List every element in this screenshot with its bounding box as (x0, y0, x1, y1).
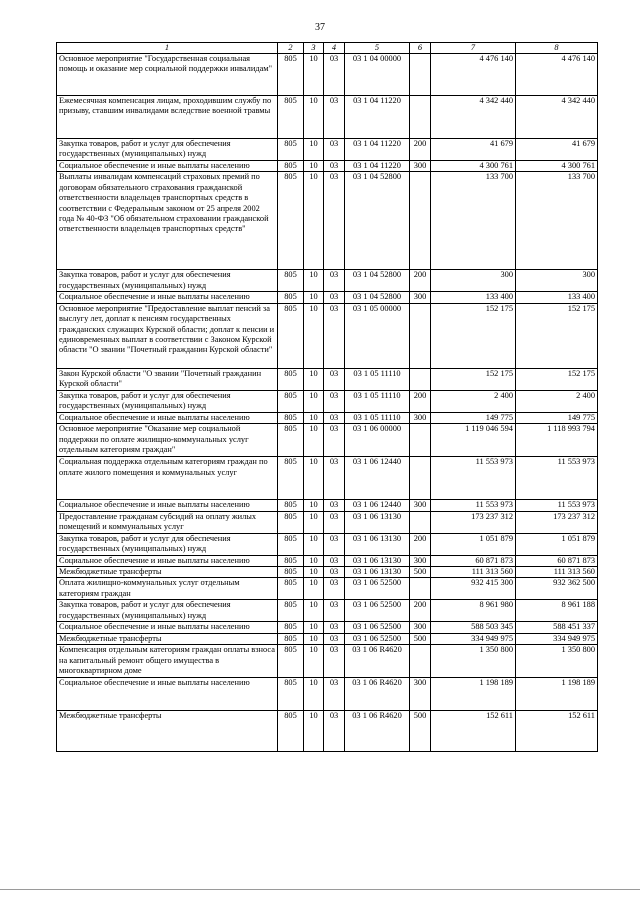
cell-c4: 03 (324, 161, 345, 172)
table-row (57, 270, 598, 292)
cell-c7: 60 871 873 (431, 555, 516, 566)
cell-c3: 10 (304, 600, 324, 622)
cell-c2: 805 (278, 533, 304, 555)
cell-c7: 1 051 879 (431, 533, 516, 555)
cell-c3: 10 (304, 567, 324, 578)
cell-c7: 1 350 800 (431, 645, 516, 678)
cell-c3: 10 (304, 555, 324, 566)
row-label: Предоставление гражданам субсидий на оплату жилых помещений и коммунальных услуг (57, 511, 278, 533)
cell-c5: 03 1 06 52500 (345, 633, 410, 644)
cell-c3: 10 (304, 457, 324, 500)
cell-c6: 500 (410, 711, 431, 752)
cell-c3: 10 (304, 633, 324, 644)
cell-c5: 03 1 06 13130 (345, 511, 410, 533)
cell-c5: 03 1 05 00000 (345, 303, 410, 368)
row-label: Оплата жилищно-коммунальных услуг отдельным категориям граждан (57, 578, 278, 600)
cell-c7: 4 476 140 (431, 54, 516, 96)
page-number: 37 (315, 22, 325, 33)
cell-c5: 03 1 04 52800 (345, 292, 410, 303)
cell-c8: 8 961 188 (516, 600, 598, 622)
row-label: Социальное обеспечение и иные выплаты населению (57, 412, 278, 423)
cell-c8: 41 679 (516, 139, 598, 161)
cell-c7: 11 553 973 (431, 457, 516, 500)
cell-c3: 10 (304, 622, 324, 633)
cell-c5: 03 1 06 R4620 (345, 711, 410, 752)
row-label: Ежемесячная компенсация лицам, проходившим службу по призыву, ставшим инвалидами вследствие военной травмы (57, 96, 278, 139)
cell-c3: 10 (304, 303, 324, 368)
cell-c8: 11 553 973 (516, 500, 598, 511)
cell-c5: 03 1 05 11110 (345, 412, 410, 423)
cell-c5: 03 1 06 13130 (345, 567, 410, 578)
cell-c7: 152 175 (431, 303, 516, 368)
cell-c2: 805 (278, 555, 304, 566)
cell-c3: 10 (304, 139, 324, 161)
cell-c4: 03 (324, 633, 345, 644)
cell-c5: 03 1 06 R4620 (345, 678, 410, 711)
col-header: 8 (516, 43, 598, 54)
cell-c8: 111 313 560 (516, 567, 598, 578)
cell-c5: 03 1 05 11110 (345, 368, 410, 390)
row-label: Закупка товаров, работ и услуг для обеспечения государственных (муниципальных) нужд (57, 533, 278, 555)
row-label: Межбюджетные трансферты (57, 633, 278, 644)
col-header: 1 (57, 43, 278, 54)
cell-c5: 03 1 04 52800 (345, 270, 410, 292)
cell-c4: 03 (324, 412, 345, 423)
cell-c8: 60 871 873 (516, 555, 598, 566)
cell-c4: 03 (324, 390, 345, 412)
table-row (57, 54, 598, 96)
cell-c7: 152 611 (431, 711, 516, 752)
cell-c7: 1 198 189 (431, 678, 516, 711)
cell-c7: 11 553 973 (431, 500, 516, 511)
cell-c7: 8 961 980 (431, 600, 516, 622)
cell-c2: 805 (278, 368, 304, 390)
cell-c6 (410, 54, 431, 96)
row-label: Социальное обеспечение и иные выплаты населению (57, 161, 278, 172)
cell-c4: 03 (324, 645, 345, 678)
cell-c8: 1 350 800 (516, 645, 598, 678)
row-label: Закупка товаров, работ и услуг для обеспечения государственных (муниципальных) нужд (57, 390, 278, 412)
table-row (57, 622, 598, 633)
cell-c8: 334 949 975 (516, 633, 598, 644)
table-row (57, 96, 598, 139)
budget-table (56, 42, 598, 752)
cell-c2: 805 (278, 292, 304, 303)
cell-c3: 10 (304, 578, 324, 600)
cell-c6: 200 (410, 533, 431, 555)
cell-c4: 03 (324, 457, 345, 500)
cell-c5: 03 1 06 52500 (345, 578, 410, 600)
cell-c5: 03 1 04 11220 (345, 96, 410, 139)
table-row (57, 511, 598, 533)
cell-c5: 03 1 06 13130 (345, 555, 410, 566)
cell-c5: 03 1 04 52800 (345, 172, 410, 270)
col-header: 2 (278, 43, 304, 54)
cell-c4: 03 (324, 600, 345, 622)
cell-c2: 805 (278, 645, 304, 678)
cell-c8: 1 051 879 (516, 533, 598, 555)
cell-c8: 1 198 189 (516, 678, 598, 711)
cell-c7: 4 300 761 (431, 161, 516, 172)
table-row (57, 424, 598, 457)
cell-c8: 152 611 (516, 711, 598, 752)
cell-c5: 03 1 06 52500 (345, 622, 410, 633)
cell-c3: 10 (304, 368, 324, 390)
cell-c6: 300 (410, 161, 431, 172)
cell-c2: 805 (278, 511, 304, 533)
cell-c8: 149 775 (516, 412, 598, 423)
cell-c8: 2 400 (516, 390, 598, 412)
cell-c3: 10 (304, 412, 324, 423)
cell-c8: 133 400 (516, 292, 598, 303)
cell-c4: 03 (324, 622, 345, 633)
cell-c8: 300 (516, 270, 598, 292)
cell-c8: 4 476 140 (516, 54, 598, 96)
cell-c7: 152 175 (431, 368, 516, 390)
cell-c4: 03 (324, 555, 345, 566)
row-label: Социальное обеспечение и иные выплаты населению (57, 292, 278, 303)
cell-c2: 805 (278, 96, 304, 139)
cell-c7: 149 775 (431, 412, 516, 423)
cell-c2: 805 (278, 424, 304, 457)
cell-c8: 152 175 (516, 368, 598, 390)
cell-c5: 03 1 05 11110 (345, 390, 410, 412)
cell-c5: 03 1 06 12440 (345, 500, 410, 511)
cell-c4: 03 (324, 96, 345, 139)
col-header: 3 (304, 43, 324, 54)
page-bottom-rule (0, 889, 640, 890)
cell-c3: 10 (304, 678, 324, 711)
row-label: Социальная поддержка отдельным категориям граждан по оплате жилого помещения и коммунальных услуг (57, 457, 278, 500)
cell-c5: 03 1 04 11220 (345, 161, 410, 172)
table-row (57, 567, 598, 578)
cell-c4: 03 (324, 139, 345, 161)
row-label: Социальное обеспечение и иные выплаты населению (57, 500, 278, 511)
cell-c7: 2 400 (431, 390, 516, 412)
cell-c2: 805 (278, 390, 304, 412)
cell-c6 (410, 424, 431, 457)
cell-c6: 500 (410, 633, 431, 644)
cell-c6 (410, 457, 431, 500)
cell-c2: 805 (278, 633, 304, 644)
cell-c3: 10 (304, 270, 324, 292)
row-label: Основное мероприятие "Оказание мер социальной поддержки по оплате жилищно-коммунальных услуг отдельным категориям граждан" (57, 424, 278, 457)
cell-c3: 10 (304, 96, 324, 139)
cell-c4: 03 (324, 567, 345, 578)
table-row (57, 390, 598, 412)
cell-c6: 300 (410, 678, 431, 711)
cell-c2: 805 (278, 139, 304, 161)
row-label: Социальное обеспечение и иные выплаты населению (57, 555, 278, 566)
table-row (57, 161, 598, 172)
row-label: Закупка товаров, работ и услуг для обеспечения государственных (муниципальных) нужд (57, 270, 278, 292)
cell-c5: 03 1 06 00000 (345, 424, 410, 457)
row-label: Закон Курской области "О звании "Почетный гражданин Курской области" (57, 368, 278, 390)
cell-c4: 03 (324, 172, 345, 270)
cell-c7: 173 237 312 (431, 511, 516, 533)
table-row (57, 303, 598, 368)
cell-c6 (410, 172, 431, 270)
cell-c2: 805 (278, 270, 304, 292)
col-header: 5 (345, 43, 410, 54)
cell-c7: 4 342 440 (431, 96, 516, 139)
table-row (57, 412, 598, 423)
cell-c2: 805 (278, 303, 304, 368)
table-row (57, 711, 598, 752)
table-row (57, 645, 598, 678)
cell-c6: 200 (410, 139, 431, 161)
table-row (57, 533, 598, 555)
cell-c4: 03 (324, 678, 345, 711)
table-row (57, 600, 598, 622)
cell-c4: 03 (324, 270, 345, 292)
cell-c2: 805 (278, 578, 304, 600)
cell-c6: 200 (410, 390, 431, 412)
row-label: Закупка товаров, работ и услуг для обеспечения государственных (муниципальных) нужд (57, 600, 278, 622)
header-row (57, 43, 598, 54)
table-row (57, 633, 598, 644)
cell-c2: 805 (278, 711, 304, 752)
cell-c6 (410, 511, 431, 533)
table-row (57, 555, 598, 566)
cell-c7: 588 503 345 (431, 622, 516, 633)
cell-c2: 805 (278, 457, 304, 500)
cell-c4: 03 (324, 54, 345, 96)
table-row (57, 292, 598, 303)
cell-c8: 1 118 993 794 (516, 424, 598, 457)
cell-c2: 805 (278, 678, 304, 711)
cell-c3: 10 (304, 172, 324, 270)
col-header: 7 (431, 43, 516, 54)
table-row (57, 578, 598, 600)
cell-c5: 03 1 06 12440 (345, 457, 410, 500)
table-row (57, 172, 598, 270)
cell-c8: 588 451 337 (516, 622, 598, 633)
table-row (57, 678, 598, 711)
row-label: Социальное обеспечение и иные выплаты населению (57, 678, 278, 711)
cell-c2: 805 (278, 600, 304, 622)
cell-c3: 10 (304, 292, 324, 303)
cell-c3: 10 (304, 390, 324, 412)
cell-c3: 10 (304, 54, 324, 96)
table-row (57, 500, 598, 511)
cell-c2: 805 (278, 622, 304, 633)
cell-c4: 03 (324, 292, 345, 303)
cell-c6: 300 (410, 500, 431, 511)
cell-c2: 805 (278, 500, 304, 511)
table-body (57, 54, 598, 752)
row-label: Закупка товаров, работ и услуг для обеспечения государственных (муниципальных) нужд (57, 139, 278, 161)
cell-c2: 805 (278, 161, 304, 172)
cell-c3: 10 (304, 511, 324, 533)
cell-c3: 10 (304, 161, 324, 172)
cell-c8: 11 553 973 (516, 457, 598, 500)
cell-c6: 300 (410, 622, 431, 633)
cell-c7: 133 400 (431, 292, 516, 303)
cell-c6: 300 (410, 555, 431, 566)
cell-c4: 03 (324, 578, 345, 600)
cell-c8: 133 700 (516, 172, 598, 270)
table-row (57, 139, 598, 161)
cell-c7: 334 949 975 (431, 633, 516, 644)
col-header: 6 (410, 43, 431, 54)
cell-c2: 805 (278, 54, 304, 96)
cell-c8: 173 237 312 (516, 511, 598, 533)
row-label: Выплаты инвалидам компенсаций страховых премий по договорам обязательного страхования гражданской ответственности владельцев транспортных средств в соответствии с Федеральным законом от 25 апреля 2002 года № 40-ФЗ "Об обязательном страховании гражданской ответственности владельцев транспортных средств" (57, 172, 278, 270)
cell-c6: 300 (410, 412, 431, 423)
cell-c7: 932 415 300 (431, 578, 516, 600)
cell-c6 (410, 368, 431, 390)
cell-c7: 133 700 (431, 172, 516, 270)
cell-c2: 805 (278, 567, 304, 578)
cell-c6: 500 (410, 567, 431, 578)
cell-c6 (410, 96, 431, 139)
row-label: Межбюджетные трансферты (57, 567, 278, 578)
cell-c6 (410, 578, 431, 600)
cell-c7: 41 679 (431, 139, 516, 161)
cell-c6: 200 (410, 600, 431, 622)
cell-c3: 10 (304, 533, 324, 555)
cell-c3: 10 (304, 711, 324, 752)
table-row (57, 368, 598, 390)
cell-c5: 03 1 04 11220 (345, 139, 410, 161)
cell-c6: 200 (410, 270, 431, 292)
cell-c3: 10 (304, 500, 324, 511)
cell-c4: 03 (324, 533, 345, 555)
cell-c4: 03 (324, 303, 345, 368)
cell-c6: 300 (410, 292, 431, 303)
cell-c4: 03 (324, 500, 345, 511)
cell-c7: 1 119 046 594 (431, 424, 516, 457)
cell-c4: 03 (324, 424, 345, 457)
cell-c6 (410, 645, 431, 678)
cell-c7: 300 (431, 270, 516, 292)
cell-c4: 03 (324, 711, 345, 752)
row-label: Межбюджетные трансферты (57, 711, 278, 752)
cell-c8: 4 300 761 (516, 161, 598, 172)
cell-c3: 10 (304, 645, 324, 678)
cell-c4: 03 (324, 368, 345, 390)
row-label: Основное мероприятие "Государственная социальная помощь и оказание мер социальной поддержки инвалидам" (57, 54, 278, 96)
cell-c3: 10 (304, 424, 324, 457)
row-label: Компенсация отдельным категориям граждан оплаты взноса на капитальный ремонт общего имущества в многоквартирном доме (57, 645, 278, 678)
cell-c2: 805 (278, 412, 304, 423)
cell-c5: 03 1 06 R4620 (345, 645, 410, 678)
col-header: 4 (324, 43, 345, 54)
cell-c5: 03 1 04 00000 (345, 54, 410, 96)
cell-c8: 932 362 500 (516, 578, 598, 600)
table-row (57, 457, 598, 500)
cell-c2: 805 (278, 172, 304, 270)
cell-c5: 03 1 06 13130 (345, 533, 410, 555)
cell-c6 (410, 303, 431, 368)
cell-c4: 03 (324, 511, 345, 533)
row-label: Социальное обеспечение и иные выплаты населению (57, 622, 278, 633)
cell-c7: 111 313 560 (431, 567, 516, 578)
row-label: Основное мероприятие "Предоставление выплат пенсий за выслугу лет, доплат к пенсиям государственных гражданских служащих Курской области; доплат к пенсии и единовременных выплат в соответствии с Законом Курской области "О звании "Почетный гражданин Курской области" (57, 303, 278, 368)
cell-c8: 4 342 440 (516, 96, 598, 139)
cell-c8: 152 175 (516, 303, 598, 368)
cell-c5: 03 1 06 52500 (345, 600, 410, 622)
